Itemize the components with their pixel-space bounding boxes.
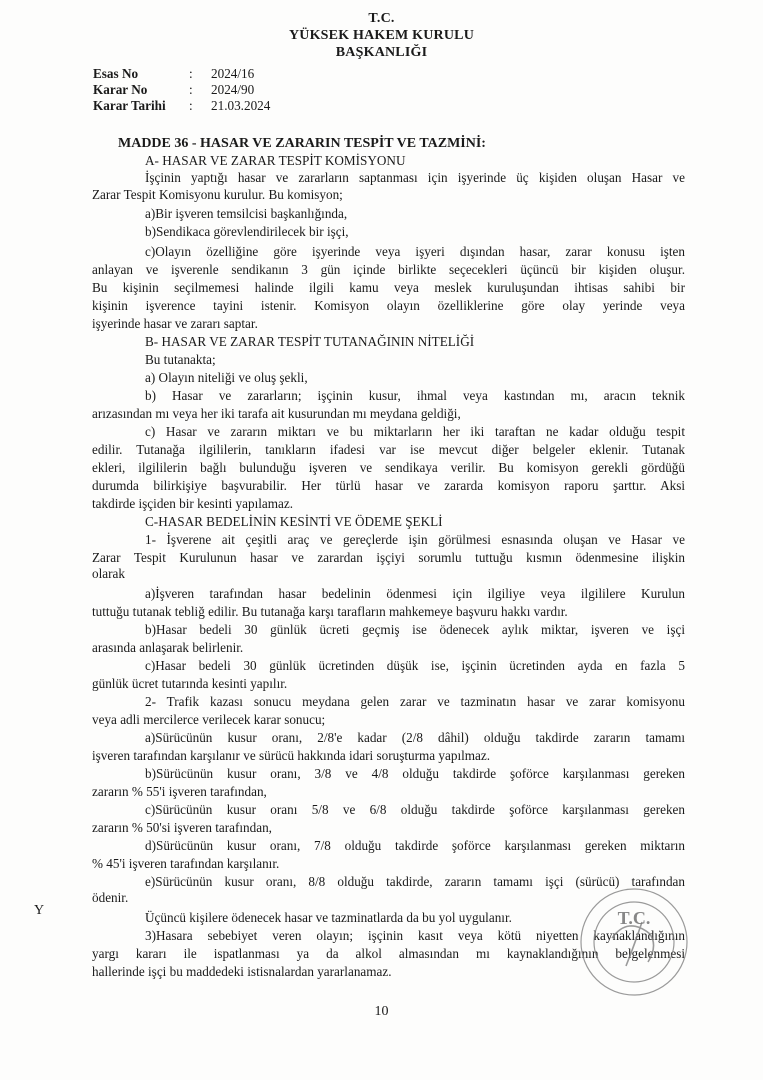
body-line: İşçinin yaptığı hasar ve zararların saptanması için işyerinde üç kişiden oluşan Hasar ve	[145, 170, 685, 185]
header-department: BAŞKANLIĞI	[335, 45, 428, 60]
body-line: c)Hasar bedeli 30 günlük ücretinden düşük ise, işçinin ücretinden ayda en fazla 5	[145, 658, 685, 673]
meta-label: Karar No	[93, 82, 148, 97]
body-line: c)Sürücünün kusur oranı 5/8 ve 6/8 olduğu takdirde şoförce karşılanması gereken	[145, 802, 685, 817]
section-heading: B- HASAR VE ZARAR TESPİT TUTANAĞININ NİTELİĞİ	[145, 334, 475, 349]
body-line: arasında anlaşarak belirlenir.	[92, 640, 244, 655]
meta-sep: :	[189, 66, 193, 81]
body-line: b)Hasar bedeli 30 günlük ücreti geçmiş ise ödenecek aylık miktar, işveren ve işçi	[145, 622, 685, 637]
body-line: a)Sürücünün kusur oranı, 2/8'e kadar (2/8 dâhil) olduğu takdirde zararın tamamı	[145, 730, 685, 745]
meta-value: 2024/90	[211, 82, 255, 97]
body-line: işyerinde hasar ve zararı saptar.	[92, 316, 258, 331]
body-line: b)Sürücünün kusur oranı, 3/8 ve 4/8 olduğu takdirde şoförce karşılanması gereken	[145, 766, 685, 781]
meta-sep: :	[189, 98, 193, 113]
body-line: b) Hasar ve zararların; işçinin kusur, ihmal veya kastından mı, aracın teknik	[145, 388, 685, 403]
body-line: zararın % 55'i işveren tarafından,	[92, 784, 267, 799]
official-seal	[578, 886, 690, 998]
body-line: % 45'i işveren tarafından karşılanır.	[92, 856, 280, 871]
body-line: durumda bilirkişiye başvurabilir. Her türlü hasar ve zararda komisyon raporu şarttır. Aksi	[92, 478, 685, 493]
body-line: hallerinde işçi bu maddedeki istisnalardan yararlanamaz.	[92, 964, 392, 979]
meta-label: Karar Tarihi	[93, 98, 166, 113]
header-institution: YÜKSEK HAKEM KURULU	[288, 28, 475, 43]
body-line: kişinin işverence tayini istenir. Komisyon olayın özelliklerine göre olay yerinde veya	[92, 298, 685, 313]
body-line: edilir. Tutanağa ilgililerin, tanıkların ifadesi var ise mevcut diğer belgeler eklenir. Tutanak	[92, 442, 685, 457]
meta-row-tarih	[93, 98, 270, 114]
body-line: zararın % 50'si işveren tarafından,	[92, 820, 272, 835]
body-line: 1- İşverene ait çeşitli araç ve gereçlerde işin görülmesi esnasında oluşan ve Hasar ve	[145, 532, 685, 547]
body-line: a) Olayın niteliği ve oluş şekli,	[145, 370, 308, 385]
margin-mark: Y	[34, 903, 45, 918]
body-line: Bu kişinin seçilmemesi halinde ilgili kamu veya meslek kuruluşundan ihtisas sahibi bir	[92, 280, 685, 295]
body-line: b)Sendikaca görevlendirilecek bir işçi,	[145, 224, 349, 239]
body-line: tuttuğu tutanak tebliğ edilir. Bu tutanağa karşı tarafların mahkemeye başvuru hakkı vardır.	[92, 604, 568, 619]
body-line: anlayan ve işverenle sendikanın 3 gün içinde birlikte seçecekleri üçüncü bir kişiden oluşur.	[92, 262, 685, 277]
header-tc: T.C.	[368, 11, 395, 26]
body-line: 3)Hasara sebebiyet veren olayın; işçinin kasıt veya kötü niyetten kaynaklandığının	[145, 928, 685, 943]
body-line: veya adli mercilerce verilecek karar sonucu;	[92, 712, 326, 727]
meta-row-karar	[93, 82, 270, 98]
body-line: d)Sürücünün kusur oranı, 7/8 olduğu takdirde şoförce karşılanması gereken miktarın	[145, 838, 685, 853]
body-line: e)Sürücünün kusur oranı, 8/8 olduğu takdirde, zararın tamamı işçi (sürücü) tarafından	[145, 874, 685, 889]
body-line: günlük ücret tutarında kesinti yapılır.	[92, 676, 288, 691]
seal-text: T.C.	[617, 908, 651, 928]
section-heading: A- HASAR VE ZARAR TESPİT KOMİSYONU	[145, 153, 406, 168]
body-line: takdirde işçiden bir kesinti yapılamaz.	[92, 496, 294, 511]
section-heading: C-HASAR BEDELİNİN KESİNTİ VE ÖDEME ŞEKLİ	[145, 514, 443, 529]
body-line: arızasından mı veya her iki tarafa ait kusurundan mı meydana geldiği,	[92, 406, 461, 421]
body-line: c) Hasar ve zararın miktarı ve bu miktarların her iki taraftan ne kadar olduğu tespit	[145, 424, 685, 439]
meta-sep: :	[189, 82, 193, 97]
article-title: MADDE 36 - HASAR VE ZARARIN TESPİT VE TAZMİNİ:	[118, 136, 486, 151]
body-line: yargı kararı ile ispatlanması ya da alkol almasından mı kaynaklandığının belgelenmesi	[92, 946, 685, 961]
case-metadata	[93, 66, 270, 114]
body-line: Üçüncü kişilere ödenecek hasar ve tazminatlarda da bu yol uygulanır.	[145, 910, 512, 925]
body-line: Bu tutanakta;	[145, 352, 216, 367]
meta-row-esas	[93, 66, 270, 82]
body-line: Zarar Tespit Kurulunun hasar ve zarardan işçiyi sorumlu tuttuğu kısmın ödenmesine ilişkin	[92, 550, 685, 565]
body-line: a)Bir işveren temsilcisi başkanlığında,	[145, 206, 348, 221]
meta-label: Esas No	[93, 66, 139, 81]
body-line: a)İşveren tarafından hasar bedelinin ödenmesi için ilgiliye veya ilgililere Kurulun	[145, 586, 685, 601]
meta-value: 2024/16	[211, 66, 255, 81]
body-line: c)Olayın özelliğine göre işyerinde veya işyeri dışından hasar, zarar konusu işten	[145, 244, 685, 259]
body-line: ödenir.	[92, 890, 129, 905]
body-line: ekleri, ilgililerin bağlı bulunduğu işveren ve sendikaya verilir. Bu komisyon gerekli gördüğü	[92, 460, 685, 475]
body-line: 2- Trafik kazası sonucu meydana gelen zarar ve tazminatın hasar ve zarar komisyonu	[145, 694, 685, 709]
body-line: Zarar Tespit Komisyonu kurulur. Bu komisyon;	[92, 187, 343, 202]
body-line: işveren tarafından karşılanır ve sürücü hakkında idari soruşturma yapılmaz.	[92, 748, 491, 763]
body-line: olarak	[92, 566, 125, 581]
page-number: 10	[374, 1004, 389, 1019]
meta-value: 21.03.2024	[211, 98, 271, 113]
